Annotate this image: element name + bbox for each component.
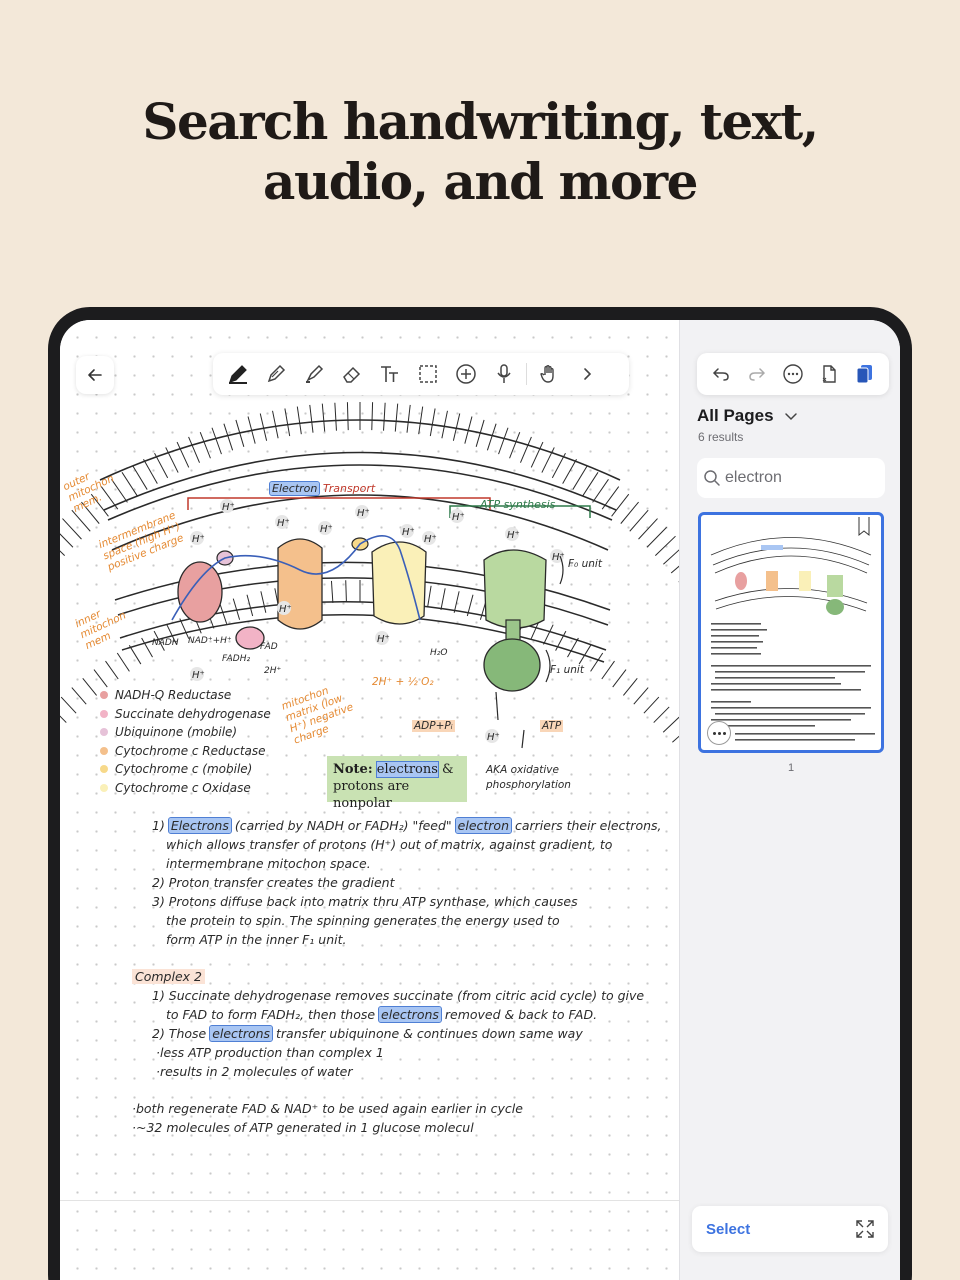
nadh-label: NADH (152, 638, 179, 648)
legend-item (100, 723, 271, 742)
svg-text:H⁺: H⁺ (320, 524, 333, 535)
h2o-label: H₂O (430, 648, 448, 658)
microphone-tool[interactable] (485, 355, 523, 393)
search-icon (703, 469, 721, 487)
note-line: which allows transfer of protons (H⁺) out of matrix, against gradient, to (166, 837, 613, 852)
thumbnail-more-button[interactable] (707, 721, 731, 745)
svg-text:H⁺: H⁺ (357, 508, 370, 519)
note-text: carriers their electrons, (511, 818, 662, 833)
note-line: 3) Protons diffuse back into matrix thru ATP synthase, which causes (152, 894, 578, 909)
legend-item (100, 705, 271, 724)
back-button[interactable] (76, 356, 114, 394)
svg-text:H⁺: H⁺ (222, 502, 235, 513)
search-highlight: electron (457, 818, 509, 833)
pencil-tool[interactable] (257, 355, 295, 393)
handwritten-notes (132, 816, 682, 1137)
oxidative-phos-label: AKA oxidative phosphorylation (486, 764, 571, 791)
undo-icon (711, 364, 731, 384)
lasso-tool[interactable] (409, 355, 447, 393)
add-icon (454, 362, 478, 386)
redo-button[interactable] (742, 359, 772, 389)
water-label: 2H⁺ + ½ O₂ (372, 676, 434, 688)
typed-note-box[interactable] (327, 756, 467, 811)
nad-label: NAD⁺+H⁺ (188, 636, 232, 646)
thumbnail-text-lines (711, 623, 875, 741)
svg-text:H⁺: H⁺ (507, 530, 520, 541)
search-input[interactable] (697, 458, 885, 498)
legend-label: NADH-Q Reductase (115, 688, 232, 702)
scope-selector[interactable] (697, 406, 798, 426)
back-arrow-icon (86, 366, 104, 384)
fadh2-label: FADH₂ (222, 654, 251, 664)
highlighter-tool[interactable] (295, 355, 333, 393)
more-icon (782, 363, 804, 385)
page-number: 1 (787, 762, 795, 774)
diagram-title (270, 482, 375, 495)
note-bold: Note: (333, 762, 373, 777)
results-count: 6 results (698, 430, 744, 444)
note-line: form ATP in the inner F₁ unit. (166, 932, 347, 947)
note-line: ·~32 molecules of ATP generated in 1 glucose molecul (132, 1120, 474, 1135)
dot-icon (723, 732, 726, 735)
text-tool[interactable] (371, 355, 409, 393)
legend-dot (100, 784, 108, 792)
note-line: intermembrane mitochon space. (166, 856, 371, 871)
adp-arrow (496, 692, 498, 720)
legend-item (100, 742, 271, 761)
svg-text:H⁺: H⁺ (402, 527, 415, 538)
cyt-c-reductase-shape (278, 539, 322, 629)
note-text: to FAD to form FADH₂, then those (166, 1007, 380, 1022)
note-line: 2) Proton transfer creates the gradient (152, 875, 395, 890)
note-rest: & (437, 762, 454, 777)
complex-2-heading: Complex 2 (132, 969, 205, 984)
eraser-tool[interactable] (333, 355, 371, 393)
note-line: ·less ATP production than complex 1 (156, 1045, 384, 1060)
note-line: the protein to spin. The spinning generates the energy used to (166, 913, 560, 928)
note-text: 2) Those (152, 1026, 211, 1041)
undo-button[interactable] (706, 359, 736, 389)
page-divider (60, 1200, 679, 1201)
headline (0, 92, 960, 212)
note-line (152, 1024, 682, 1043)
note-text: transfer ubiquinone & continues down same way (272, 1026, 583, 1041)
adp-label: ADP+Pᵢ (414, 720, 453, 732)
legend-label: Cytochrome c Reductase (115, 743, 266, 758)
export-icon (819, 364, 839, 384)
drawing-toolbar (213, 353, 629, 395)
svg-text:H⁺: H⁺ (277, 518, 290, 529)
add-tool[interactable] (447, 355, 485, 393)
note-text: 1) (152, 818, 169, 833)
svg-text:H⁺: H⁺ (552, 552, 565, 563)
lasso-icon (416, 362, 440, 386)
select-button[interactable]: Select (706, 1220, 751, 1238)
matrix-label: mitochon matrix (low H⁺) negative charge (279, 684, 355, 747)
svg-text:H⁺: H⁺ (279, 604, 292, 615)
chevron-down-icon (784, 409, 798, 423)
search-highlight: electrons (381, 1007, 439, 1022)
pen-icon (226, 362, 250, 386)
protein-legend (100, 686, 271, 797)
dot-icon (718, 732, 721, 735)
pages-icon (854, 363, 876, 385)
svg-text:H⁺: H⁺ (487, 732, 500, 743)
toolbar-separator (526, 363, 527, 385)
note-line-2: protons are nonpolar (333, 779, 410, 811)
search-highlight: electrons (212, 1026, 271, 1041)
svg-text:H⁺: H⁺ (452, 512, 465, 523)
legend-dot (100, 691, 108, 699)
note-line: 1) Succinate dehydrogenase removes succinate (from citric acid cycle) to give (152, 988, 645, 1003)
text-icon (378, 362, 402, 386)
note-search-highlight: electrons (376, 762, 438, 777)
legend-item (100, 760, 271, 779)
more-button[interactable] (778, 359, 808, 389)
more-tools-button[interactable] (568, 355, 606, 393)
legend-item (100, 686, 271, 705)
pencil-icon (264, 362, 288, 386)
search-highlight: Electrons (170, 818, 229, 833)
pages-button[interactable] (850, 359, 880, 389)
fad-label: FAD (260, 642, 278, 652)
svg-text:H⁺: H⁺ (192, 670, 205, 681)
legend-label: Succinate dehydrogenase (115, 706, 271, 721)
legend-dot (100, 747, 108, 755)
note-canvas[interactable] (60, 320, 679, 1280)
note-line (152, 816, 682, 835)
legend-label: Ubiquinone (mobile) (115, 725, 238, 739)
scope-label: All Pages (697, 406, 774, 425)
nadh-q-reductase-shape (178, 562, 222, 622)
search-query: electron (725, 469, 782, 486)
legend-item (100, 779, 271, 798)
intermembrane-label: intermembrane space (high H⁺) positive charge (96, 509, 186, 574)
redo-icon (747, 364, 767, 384)
chevron-right-icon (578, 365, 596, 383)
headline-line-1: Search handwriting, text, (142, 92, 818, 151)
note-line: ·both regenerate FAD & NAD⁺ to be used again earlier in cycle (132, 1101, 523, 1116)
legend-dot (100, 728, 108, 736)
diagram-title-highlight: Electron (272, 482, 318, 495)
note-line: ·results in 2 molecules of water (156, 1064, 353, 1079)
f1-label: F₁ unit (550, 664, 584, 676)
inner-membrane-label: inner mitochon mem (73, 607, 128, 652)
sidebar-toolbar (697, 353, 889, 395)
microphone-icon (492, 362, 516, 386)
f0-label: F₀ unit (568, 558, 602, 570)
legend-label: Cytochrome c Oxidase (115, 780, 251, 795)
dot-icon (713, 732, 716, 735)
hand-tool[interactable] (530, 355, 568, 393)
note-line (152, 1005, 682, 1024)
legend-dot (100, 710, 108, 718)
atp-synthase-f1-shape (484, 639, 540, 691)
page-thumbnail-preview (701, 515, 881, 750)
highlighter-icon (302, 362, 326, 386)
diagram-title-rest: Transport (319, 482, 376, 495)
page-thumbnail[interactable] (698, 512, 884, 753)
pen-tool[interactable] (219, 355, 257, 393)
atp-synthase-f0-shape (484, 550, 546, 628)
app-screen (60, 320, 900, 1280)
note-text: (carried by NADH or FADH₂) "feed" (230, 818, 456, 833)
select-bar (692, 1206, 888, 1252)
outer-membrane-label: outer mitochon mem. (61, 470, 116, 515)
svg-text:H⁺: H⁺ (377, 634, 390, 645)
headline-line-2: audio, and more (263, 152, 697, 211)
two-h-label: 2H⁺ (264, 666, 282, 676)
atp-label: ATP (542, 720, 562, 732)
atp-arrow (522, 730, 524, 748)
export-button[interactable] (814, 359, 844, 389)
legend-label: Cytochrome c (mobile) (115, 762, 253, 776)
atp-synthesis-label: ATP synthesis (480, 498, 556, 511)
note-text: removed & back to FAD. (440, 1007, 598, 1022)
legend-dot (100, 765, 108, 773)
svg-text:H⁺: H⁺ (424, 534, 437, 545)
expand-icon[interactable] (854, 1218, 876, 1240)
search-sidebar (679, 320, 900, 1280)
hand-icon (537, 362, 561, 386)
eraser-icon (340, 362, 364, 386)
svg-text:H⁺: H⁺ (192, 534, 205, 545)
